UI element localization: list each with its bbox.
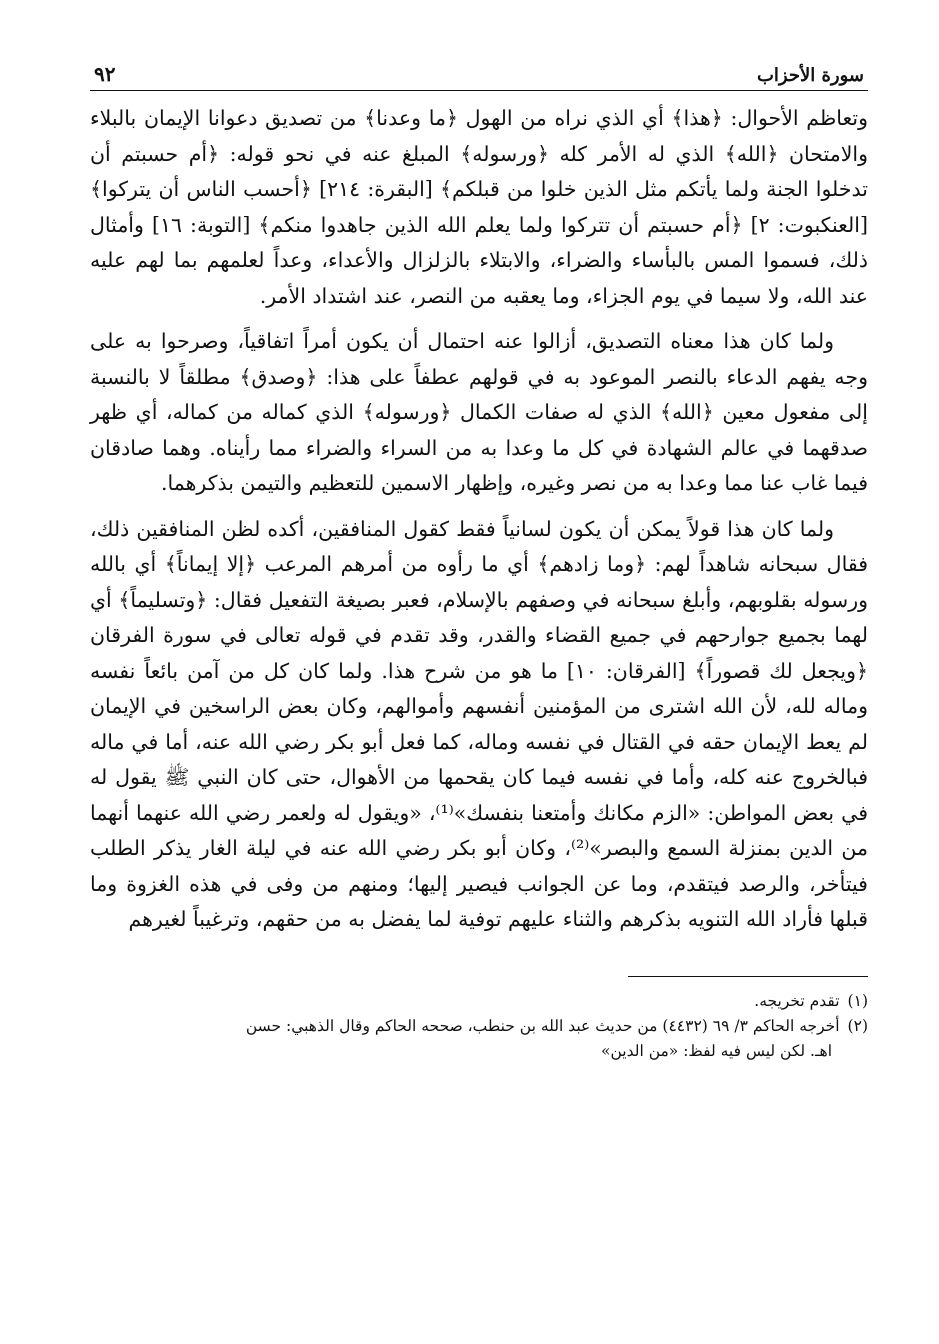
- footnote-separator: [628, 976, 868, 977]
- footnote: [90, 989, 868, 1014]
- footnote-continuation: اهـ. لكن ليس فيه لفظ: «من الدين»: [601, 1041, 832, 1060]
- footnote-number: (١): [847, 991, 868, 1010]
- main-text: [90, 101, 868, 938]
- paragraph: ولما كان هذا معناه التصديق، أزالوا عنه احتمال أن يكون أمراً اتفاقياً، وصرحوا به على وجه يفهم الدعاء بالنصر الموعود به في قولهم عطفاً على هذا: ﴿وصدق﴾ مطلقاً لا بالنسبة إلى مفعول معين ﴿الله﴾ الذي له صفات الكمال ﴿ورسوله﴾ الذي كماله من كماله، أي ظهر صدقهما في عالم الشهادة في كل ما وعدا به من السراء والضراء مما رأيناه. وهما صادقان فيما غاب عنا مما وعدا به من نصر وغيره، وإظهار الاسمين للتعظيم والتيمن بذكرهما.: [90, 329, 868, 495]
- footnote: [90, 1014, 868, 1039]
- running-title: سورة الأحزاب: [756, 65, 864, 86]
- footnote-number: (٢): [847, 1016, 868, 1035]
- footnote-text: تقدم تخريجه.: [754, 991, 840, 1010]
- page-number: ٩٢: [94, 62, 116, 86]
- paragraph: ولما كان هذا قولاً يمكن أن يكون لسانياً فقط كقول المنافقين، أكده لظن المنافقين ذلك، فقال سبحانه شاهداً لهم: ﴿وما زادهم﴾ أي ما رأوه من أمرهم المرعب ﴿إلا إيماناً﴾ أي بالله ورسوله بقلوبهم، وأبلغ سبحانه في وصفهم بالإسلام، فعبر بصيغة التفعيل فقال: ﴿وتسليماً﴾ أي لهما بجميع جوارحهم في جميع القضاء والقدر، وقد تقدم في قوله تعالى في سورة الفرقان ﴿ويجعل لك قصوراً﴾ [الفرقان: ١٠] ما هو من شرح هذا. ولما كان كل من آمن بائعاً نفسه وماله لله، لأن الله اشترى من المؤمنين أنفسهم وأموالهم، وكان بعض الراسخين في الإيمان لم يعط الإيمان حقه في القتال في نفسه وماله، كما فعل أبو بكر رضي الله عنه، أما في ماله فبالخروج عنه كله، وأما في نفسه فيما كان يقحمها من الأهوال، حتى كان النبي ﷺ يقول له في بعض المواطن: «الزم مكانك وأمتعنا بنفسك»⁽¹⁾، «ويقول له ولعمر رضي الله عنهما أنهما من الدين بمنزلة السمع والبصر»⁽²⁾، وكان أبو بكر رضي الله عنه في ليلة الغار يذكر الطلب فيتأخر، والرصد فيتقدم، وما عن الجوانب فيصير إليها؛ ومنهم من وفى في هذه الغزوة وما قبلها فأراد الله التنويه بذكرهم والثناء عليهم توفية لما يفضل به من حقهم، وترغيباً لغيرهم: [90, 516, 868, 931]
- footnote-text: أخرجه الحاكم ٣/ ٦٩ (٤٤٣٢) من حديث عبد الله بن حنطب، صححه الحاكم وقال الذهبي: حسن: [245, 1016, 840, 1035]
- book-page: [90, 52, 868, 1064]
- footnotes: [90, 989, 868, 1064]
- page-header: [90, 52, 868, 91]
- paragraph: وتعاظم الأحوال: ﴿هذا﴾ أي الذي نراه من الهول ﴿ما وعدنا﴾ من تصديق دعوانا الإيمان بالبلاء والامتحان ﴿الله﴾ الذي له الأمر كله ﴿ورسوله﴾ المبلغ عنه في نحو قوله: ﴿أم حسبتم أن تدخلوا الجنة ولما يأتكم مثل الذين خلوا من قبلكم﴾ [البقرة: ٢١٤] ﴿أحسب الناس أن يتركوا﴾ [العنكبوت: ٢] ﴿أم حسبتم أن تتركوا ولما يعلم الله الذين جاهدوا منكم﴾ [التوبة: ١٦] وأمثال ذلك، فسموا المس بالبأساء والضراء، والابتلاء بالزلزال والأعداء، وعداً لعلمهم بما لهم عليه عند الله، ولا سيما في يوم الجزاء، وما يعقبه من النصر، عند اشتداد الأمر.: [90, 106, 868, 308]
